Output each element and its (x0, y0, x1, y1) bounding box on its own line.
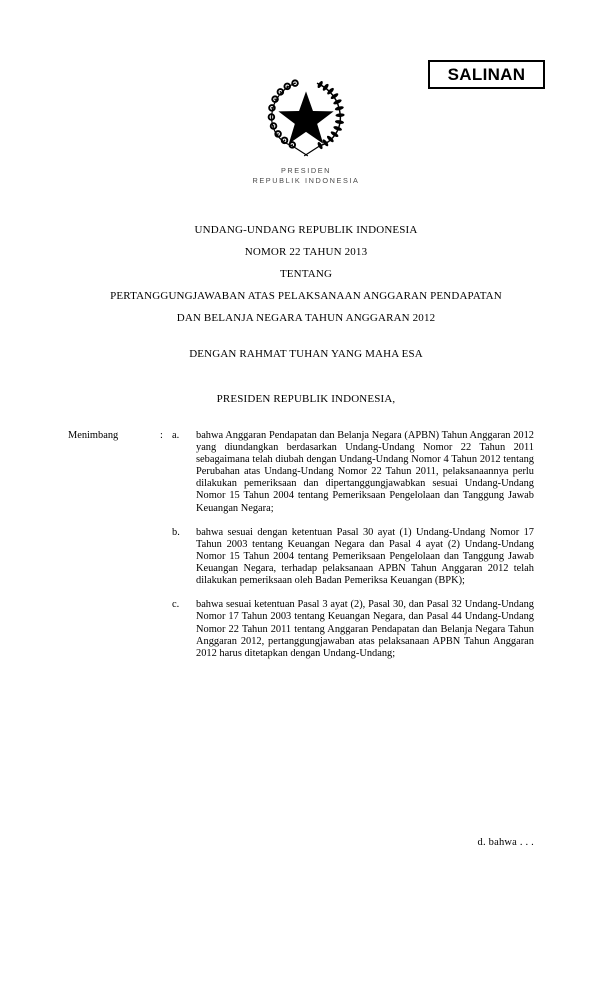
document-title-block (0, 219, 612, 329)
list-item-text: bahwa sesuai ketentuan Pasal 3 ayat (2), Pasal 30, dan Pasal 32 Undang-Undang Nomor 17 Tahun 2003 tentang Keuangan Negara, dan Pasal 44 Undang-Undang Nomor 22 Tahun 2011 tentang Anggaran Pendapatan dan Belanja Negara Tahun Anggaran 2012, pertanggungjawaban atas pelaksanaan APBN Tahun Anggaran 2012 harus ditetapkan dengan Undang-Undang; (196, 599, 534, 659)
considerans-list (172, 430, 534, 660)
title-line-law-type: UNDANG-UNDANG REPUBLIK INDONESIA (194, 224, 418, 236)
considerans-colon: : (160, 430, 163, 441)
list-item-text: bahwa Anggaran Pendapatan dan Belanja Negara (APBN) Tahun Anggaran 2012 yang diundangkan berdasarkan Undang-Undang Nomor 22 Tahun 2011 sebagaimana telah diubah dengan Undang-Undang Nomor 4 Tahun 2012 tentang Perubahan atas Undang-Undang Nomor 22 Tahun 2011, pelaksanaannya perlu dilakukan pemeriksaan dan dipertanggungjawabkan sesuai Undang-Undang Nomor 15 Tahun 2004 tentang Pemeriksaan Pengelolaan dan Tanggung Jawab Keuangan Negara; (196, 430, 534, 514)
presidential-emblem (0, 74, 612, 186)
title-line-number: NOMOR 22 TAHUN 2013 (244, 246, 368, 258)
considerans-row (68, 430, 534, 660)
title-line-subject-1: PERTANGGUNGJAWABAN ATAS PELAKSANAAN ANGGARAN PENDAPATAN (110, 290, 502, 302)
list-item (172, 430, 534, 515)
emblem-caption (0, 166, 612, 186)
list-item (172, 527, 534, 587)
indonesia-presidential-seal-icon (260, 74, 352, 160)
blessing-line: DENGAN RAHMAT TUHAN YANG MAHA ESA (189, 348, 423, 360)
list-item (172, 599, 534, 659)
list-item-marker: c. (172, 599, 180, 611)
list-item-marker: a. (172, 430, 180, 441)
emblem-caption-line2: REPUBLIK INDONESIA (252, 176, 360, 185)
considerans-label: Menimbang (68, 430, 119, 441)
emblem-caption-line1: PRESIDEN (280, 166, 332, 175)
title-line-subject-2: DAN BELANJA NEGARA TAHUN ANGGARAN 2012 (176, 312, 436, 324)
issuer-line: PRESIDEN REPUBLIK INDONESIA, (216, 393, 396, 405)
title-line-about: TENTANG (279, 268, 333, 280)
page-catchword: d. bahwa . . . (477, 837, 534, 848)
list-item-marker: b. (172, 526, 180, 538)
considerans-section (68, 430, 534, 660)
salinan-label: SALINAN (447, 65, 526, 84)
list-item-text: bahwa sesuai dengan ketentuan Pasal 30 ayat (1) Undang-Undang Nomor 17 Tahun 2003 tentang Keuangan Negara dan Pasal 4 ayat (2) Undang-Undang Nomor 15 Tahun 2004 tentang Pemeriksaan Pengelolaan dan Tanggung Jawab Keuangan Negara, terhadap pelaksanaan APBN Tahun Anggaran 2012 telah dilakukan pemeriksaan oleh Badan Pemeriksa Keuangan (BPK); (196, 526, 534, 587)
